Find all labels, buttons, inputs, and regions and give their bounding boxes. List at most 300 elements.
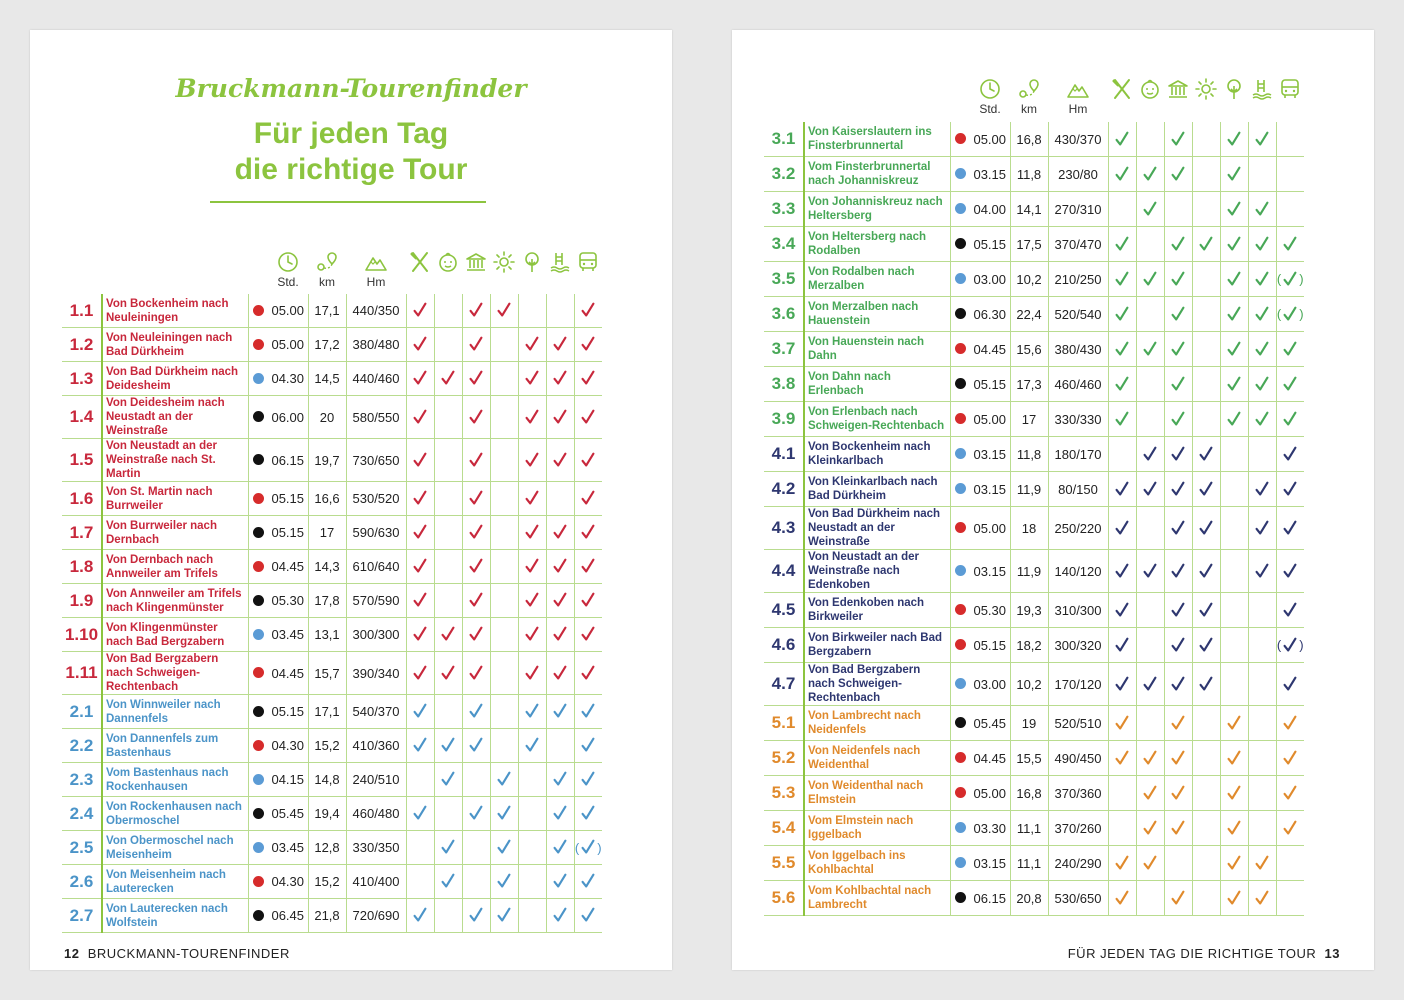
criterion-cell — [546, 695, 574, 729]
criterion-cell — [1108, 227, 1136, 262]
distance-cell: 11,8 — [1010, 437, 1048, 472]
difficulty-dot — [955, 168, 966, 179]
criterion-cell — [1248, 192, 1276, 227]
criterion-cell — [1276, 811, 1304, 846]
criterion-cell — [1192, 472, 1220, 507]
check-icon — [467, 703, 485, 720]
check-icon — [523, 737, 541, 754]
tour-name: Von Birkweiler nach Bad Bergzabern — [804, 628, 950, 663]
criterion-cell — [574, 831, 602, 865]
check-icon — [551, 336, 569, 353]
elevation-cell: 610/640 — [346, 550, 406, 584]
criterion-cell — [1192, 402, 1220, 437]
criterion-cell — [462, 439, 490, 482]
difficulty-dot — [253, 561, 264, 572]
criterion-cell — [462, 396, 490, 439]
elevation-cell: 310/300 — [1048, 593, 1108, 628]
difficulty-cell — [248, 294, 268, 328]
check-icon — [1141, 165, 1159, 182]
difficulty-cell — [950, 881, 970, 916]
tour-name: Vom Bastenhaus nach Rockenhausen — [102, 763, 248, 797]
criterion-cell — [1248, 157, 1276, 192]
criterion-cell — [434, 550, 462, 584]
tour-number: 3.3 — [764, 192, 804, 227]
duration-cell: 05.00 — [970, 776, 1010, 811]
criterion-cell — [1192, 332, 1220, 367]
duration-cell: 04.30 — [268, 729, 308, 763]
mountain-icon — [1066, 77, 1090, 101]
difficulty-cell — [950, 663, 970, 706]
duration-cell: 05.45 — [268, 797, 308, 831]
criterion-cell — [1136, 507, 1164, 550]
criterion-cell — [1220, 776, 1248, 811]
criterion-cell — [1248, 881, 1276, 916]
check-icon — [1141, 445, 1159, 462]
criterion-cell — [1276, 741, 1304, 776]
criterion-cell — [546, 899, 574, 933]
check-icon — [1281, 714, 1299, 731]
elevation-cell: 720/690 — [346, 899, 406, 933]
criterion-cell — [518, 797, 546, 831]
criterion-cell — [462, 516, 490, 550]
distance-cell: 12,8 — [308, 831, 346, 865]
check-icon — [1141, 675, 1159, 692]
table-row — [764, 297, 1304, 332]
check-icon — [411, 490, 429, 507]
criterion-cell — [546, 763, 574, 797]
criterion-cell — [1248, 507, 1276, 550]
check-icon — [439, 839, 457, 856]
check-icon — [551, 664, 569, 681]
criterion-cell — [518, 439, 546, 482]
difficulty-cell — [248, 396, 268, 439]
table-row — [62, 865, 602, 899]
tour-name: Von Kleinkarlbach nach Bad Dürkheim — [804, 472, 950, 507]
tour-name: Vom Kohlbachtal nach Lambrecht — [804, 881, 950, 916]
elevation-cell: 140/120 — [1048, 550, 1108, 593]
criterion-cell — [574, 763, 602, 797]
check-icon — [1253, 340, 1271, 357]
duration-cell: 04.00 — [970, 192, 1010, 227]
duration-cell: 05.30 — [268, 584, 308, 618]
distance-cell: 14,3 — [308, 550, 346, 584]
criterion-cell — [1220, 881, 1248, 916]
check-icon — [1225, 165, 1243, 182]
check-icon — [1169, 675, 1187, 692]
criterion-cell — [1220, 706, 1248, 741]
criterion-cell — [1276, 332, 1304, 367]
check-icon — [1113, 714, 1131, 731]
check-icon — [579, 907, 597, 924]
criterion-cell — [406, 865, 434, 899]
criterion-cell — [518, 396, 546, 439]
criterion-cell — [1192, 507, 1220, 550]
elevation-cell: 380/430 — [1048, 332, 1108, 367]
check-icon — [1169, 480, 1187, 497]
tour-number: 5.1 — [764, 706, 804, 741]
tour-number: 4.1 — [764, 437, 804, 472]
table-row — [62, 516, 602, 550]
distance-cell: 22,4 — [1010, 297, 1048, 332]
tour-table-left — [62, 294, 602, 933]
elevation-cell: 580/550 — [346, 396, 406, 439]
check-icon — [1253, 270, 1271, 287]
distance-cell: 16,6 — [308, 482, 346, 516]
tour-table-right — [764, 122, 1304, 916]
column-label-km: km — [319, 275, 335, 289]
tour-number: 5.6 — [764, 881, 804, 916]
check-icon — [1281, 410, 1299, 427]
criterion-cell — [462, 652, 490, 695]
criterion-cell — [406, 516, 434, 550]
criterion-cell — [406, 482, 434, 516]
tour-name: Von Dernbach nach Annweiler am Trifels — [102, 550, 248, 584]
check-icon — [551, 408, 569, 425]
difficulty-cell — [950, 593, 970, 628]
difficulty-dot — [253, 527, 264, 538]
check-icon — [1225, 200, 1243, 217]
check-icon — [1281, 601, 1299, 618]
criterion-cell — [434, 763, 462, 797]
criterion-cell — [1136, 262, 1164, 297]
tour-name: Von St. Martin nach Burrweiler — [102, 482, 248, 516]
check-icon — [1253, 562, 1271, 579]
distance-cell: 19,7 — [308, 439, 346, 482]
elevation-cell: 380/480 — [346, 328, 406, 362]
criterion-cell — [1108, 122, 1136, 157]
table-row — [764, 741, 1304, 776]
check-icon — [1169, 235, 1187, 252]
table-row — [764, 706, 1304, 741]
criterion-cell — [1248, 846, 1276, 881]
check-icon — [1253, 519, 1271, 536]
criterion-cell — [546, 584, 574, 618]
difficulty-dot — [955, 822, 966, 833]
criterion-cell — [546, 797, 574, 831]
criterion-cell — [434, 516, 462, 550]
check-icon — [1281, 480, 1299, 497]
elevation-cell: 270/310 — [1048, 192, 1108, 227]
tour-number: 5.3 — [764, 776, 804, 811]
elevation-cell: 240/290 — [1048, 846, 1108, 881]
criterion-cell — [406, 797, 434, 831]
criterion-cell — [1276, 550, 1304, 593]
check-icon — [551, 451, 569, 468]
tour-number: 2.1 — [62, 695, 102, 729]
elevation-cell: 330/350 — [346, 831, 406, 865]
table-row — [62, 482, 602, 516]
criterion-cell — [1192, 663, 1220, 706]
difficulty-dot — [955, 308, 966, 319]
criterion-cell — [1108, 297, 1136, 332]
check-icon — [1141, 270, 1159, 287]
check-icon — [523, 558, 541, 575]
optional-check-icon: ( ) — [1276, 306, 1304, 322]
check-icon — [439, 873, 457, 890]
tour-name: Von Bockenheim nach Kleinkarlbach — [804, 437, 950, 472]
tour-name: Von Bad Bergzabern nach Schweigen-Rechtenbach — [102, 652, 248, 695]
child-face-icon — [436, 250, 460, 274]
check-icon — [523, 490, 541, 507]
check-icon — [1197, 445, 1215, 462]
table-row — [764, 663, 1304, 706]
distance-cell: 19,4 — [308, 797, 346, 831]
footer-left — [64, 946, 290, 961]
criterion-cell — [574, 439, 602, 482]
criterion-cell — [462, 899, 490, 933]
check-icon — [1281, 675, 1299, 692]
check-icon — [1197, 562, 1215, 579]
criterion-cell — [490, 865, 518, 899]
check-icon — [411, 737, 429, 754]
difficulty-cell — [248, 482, 268, 516]
difficulty-cell — [248, 550, 268, 584]
criterion-cell — [546, 516, 574, 550]
distance-cell: 14,5 — [308, 362, 346, 396]
distance-cell: 10,2 — [1010, 663, 1048, 706]
check-icon — [411, 907, 429, 924]
criterion-cell — [434, 899, 462, 933]
elevation-cell: 430/370 — [1048, 122, 1108, 157]
difficulty-dot — [955, 238, 966, 249]
distance-cell: 14,8 — [308, 763, 346, 797]
criterion-cell — [1248, 262, 1276, 297]
duration-cell: 05.00 — [970, 402, 1010, 437]
check-icon — [495, 907, 513, 924]
check-icon — [411, 626, 429, 643]
check-icon — [1113, 636, 1131, 653]
duration-cell: 03.15 — [970, 550, 1010, 593]
table-row — [62, 294, 602, 328]
check-icon — [523, 370, 541, 387]
difficulty-cell — [248, 865, 268, 899]
check-icon — [1169, 410, 1187, 427]
criterion-cell — [434, 865, 462, 899]
child-face-icon — [1138, 77, 1162, 101]
tour-name: Von Annweiler am Trifels nach Klingenmünster — [102, 584, 248, 618]
difficulty-dot — [253, 411, 264, 422]
tour-name: Vom Elmstein nach Iggelbach — [804, 811, 950, 846]
tour-name: Von Bad Dürkheim nach Neustadt an der Weinstraße — [804, 507, 950, 550]
tour-number: 3.7 — [764, 332, 804, 367]
criterion-cell — [462, 618, 490, 652]
swimming-pool-icon — [1250, 77, 1274, 101]
difficulty-dot — [253, 876, 264, 887]
distance-cell: 18,2 — [1010, 628, 1048, 663]
check-icon — [1113, 340, 1131, 357]
criterion-cell — [1220, 628, 1248, 663]
criterion-cell — [1164, 776, 1192, 811]
check-icon — [551, 907, 569, 924]
tour-number: 4.3 — [764, 507, 804, 550]
distance-cell: 10,2 — [1010, 262, 1048, 297]
check-icon — [1113, 601, 1131, 618]
criterion-cell — [1220, 192, 1248, 227]
tour-name: Von Burrweiler nach Dernbach — [102, 516, 248, 550]
check-icon — [579, 524, 597, 541]
distance-cell: 11,1 — [1010, 811, 1048, 846]
criterion-cell — [1164, 593, 1192, 628]
criterion-cell — [490, 550, 518, 584]
difficulty-dot — [253, 774, 264, 785]
criterion-cell — [1192, 297, 1220, 332]
criterion-cell — [1136, 776, 1164, 811]
criterion-cell — [462, 362, 490, 396]
table-row — [764, 367, 1304, 402]
difficulty-dot — [253, 454, 264, 465]
criterion-cell — [518, 831, 546, 865]
tree-icon — [520, 250, 544, 274]
check-icon — [1281, 749, 1299, 766]
check-icon — [1197, 675, 1215, 692]
swimming-pool-icon — [548, 250, 572, 274]
check-icon — [551, 558, 569, 575]
criterion-cell — [1164, 550, 1192, 593]
difficulty-cell — [950, 227, 970, 262]
criterion-cell — [518, 328, 546, 362]
check-icon — [1253, 854, 1271, 871]
elevation-cell: 590/630 — [346, 516, 406, 550]
difficulty-cell — [248, 899, 268, 933]
table-row — [764, 437, 1304, 472]
difficulty-cell — [248, 516, 268, 550]
tour-name: Von Lauterecken nach Wolfstein — [102, 899, 248, 933]
check-icon — [467, 451, 485, 468]
optional-check-icon: ( ) — [1276, 271, 1304, 287]
difficulty-dot — [955, 678, 966, 689]
criterion-cell — [1220, 472, 1248, 507]
check-icon — [1197, 480, 1215, 497]
check-icon — [1113, 305, 1131, 322]
criterion-cell — [490, 439, 518, 482]
tour-number: 1.8 — [62, 550, 102, 584]
check-icon — [523, 451, 541, 468]
tour-number: 3.1 — [764, 122, 804, 157]
criterion-cell — [1136, 437, 1164, 472]
tour-number: 3.2 — [764, 157, 804, 192]
criterion-cell — [1108, 507, 1136, 550]
check-icon — [467, 737, 485, 754]
tour-number: 4.7 — [764, 663, 804, 706]
sun-icon — [492, 250, 516, 274]
check-icon — [1113, 130, 1131, 147]
criterion-cell — [1248, 628, 1276, 663]
criterion-cell — [1192, 122, 1220, 157]
distance-cell: 15,5 — [1010, 741, 1048, 776]
criterion-cell — [490, 831, 518, 865]
check-icon — [495, 302, 513, 319]
check-icon — [1169, 165, 1187, 182]
fork-knife-icon — [408, 250, 432, 274]
difficulty-cell — [950, 262, 970, 297]
tour-name: Von Edenkoben nach Birkweiler — [804, 593, 950, 628]
check-icon — [411, 805, 429, 822]
table-row — [62, 652, 602, 695]
tour-name: Von Bockenheim nach Neuleiningen — [102, 294, 248, 328]
duration-cell: 05.15 — [970, 227, 1010, 262]
difficulty-dot — [955, 522, 966, 533]
table-row — [764, 157, 1304, 192]
distance-cell: 17,1 — [308, 294, 346, 328]
criterion-cell — [1192, 227, 1220, 262]
criterion-cell — [1248, 122, 1276, 157]
criterion-cell — [434, 695, 462, 729]
table-row — [764, 262, 1304, 297]
criterion-cell — [1108, 550, 1136, 593]
criterion-cell — [490, 618, 518, 652]
check-icon — [1281, 784, 1299, 801]
title-line-1: Für jeden Tag — [253, 117, 449, 150]
criterion-cell — [462, 797, 490, 831]
criterion-cell — [1136, 402, 1164, 437]
check-icon — [1169, 270, 1187, 287]
check-icon — [1225, 749, 1243, 766]
route-pin-icon — [315, 250, 339, 274]
criterion-cell — [434, 584, 462, 618]
check-icon — [579, 451, 597, 468]
criterion-cell — [1164, 628, 1192, 663]
check-icon — [1225, 410, 1243, 427]
criterion-cell — [490, 652, 518, 695]
tour-number: 3.6 — [764, 297, 804, 332]
check-icon — [1141, 819, 1159, 836]
distance-cell: 13,1 — [308, 618, 346, 652]
criterion-cell — [574, 865, 602, 899]
distance-cell: 19,3 — [1010, 593, 1048, 628]
criterion-cell — [1164, 227, 1192, 262]
duration-cell: 06.45 — [268, 899, 308, 933]
check-icon — [1253, 305, 1271, 322]
check-icon — [411, 336, 429, 353]
criterion-cell — [1248, 550, 1276, 593]
elevation-cell: 730/650 — [346, 439, 406, 482]
bus-icon — [576, 250, 600, 274]
criterion-cell — [518, 294, 546, 328]
check-icon — [467, 907, 485, 924]
difficulty-dot — [253, 339, 264, 350]
difficulty-dot — [955, 413, 966, 424]
criterion-cell — [1248, 332, 1276, 367]
distance-cell: 15,2 — [308, 729, 346, 763]
criterion-cell — [1220, 846, 1248, 881]
check-icon — [1141, 784, 1159, 801]
tour-name: Von Rodalben nach Merzalben — [804, 262, 950, 297]
criterion-cell — [490, 729, 518, 763]
museum-icon — [1166, 77, 1190, 101]
footer-right — [1068, 946, 1340, 961]
criterion-cell — [1108, 706, 1136, 741]
tour-number: 1.1 — [62, 294, 102, 328]
duration-cell: 04.15 — [268, 763, 308, 797]
difficulty-cell — [248, 439, 268, 482]
duration-cell: 05.15 — [970, 628, 1010, 663]
criterion-cell — [490, 763, 518, 797]
check-icon — [579, 737, 597, 754]
tour-name: Von Lambrecht nach Neidenfels — [804, 706, 950, 741]
criterion-cell — [434, 618, 462, 652]
check-icon — [523, 524, 541, 541]
check-icon — [1113, 270, 1131, 287]
criterion-cell — [1136, 472, 1164, 507]
table-row — [62, 831, 602, 865]
check-icon — [1225, 270, 1243, 287]
elevation-cell: 440/460 — [346, 362, 406, 396]
check-icon — [579, 771, 597, 788]
difficulty-cell — [950, 550, 970, 593]
criterion-cell — [574, 652, 602, 695]
difficulty-cell — [950, 472, 970, 507]
difficulty-dot — [253, 373, 264, 384]
